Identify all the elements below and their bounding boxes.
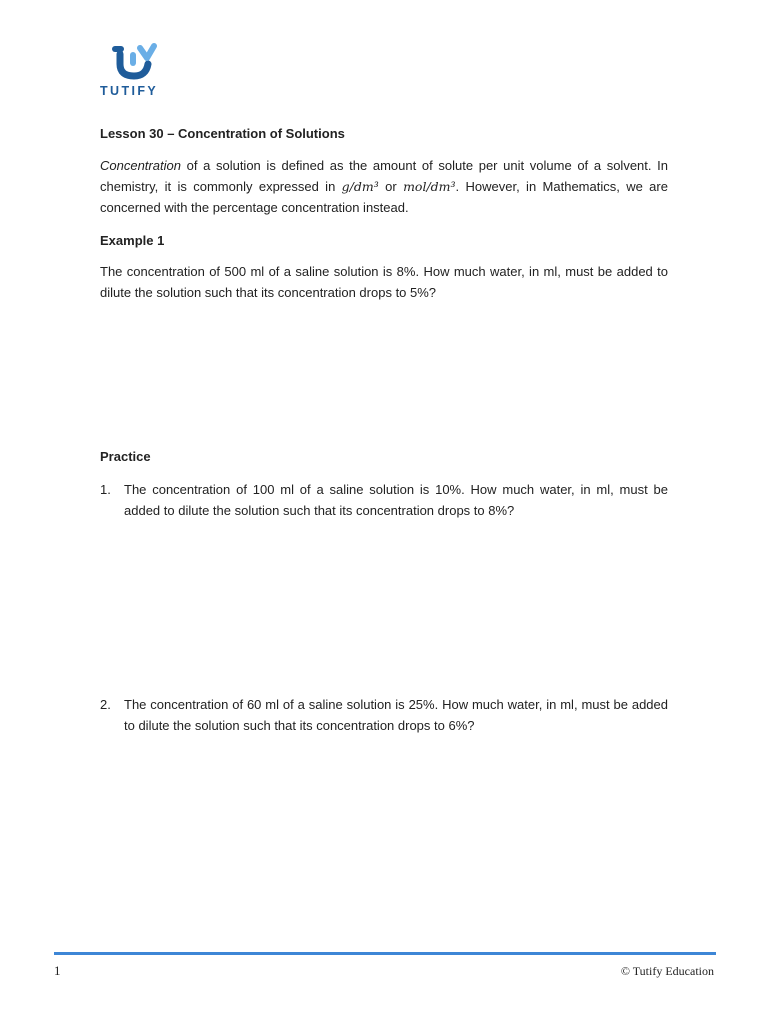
intro-or: or xyxy=(378,179,404,194)
example-question: The concentration of 500 ml of a saline solution is 8%. How much water, in ml, must be added to dilute the solution such that its concentration drops to 5%? xyxy=(100,264,668,300)
example-heading: Example 1 xyxy=(100,233,165,248)
unit-g-per-dm3: g/dm³ xyxy=(341,179,379,194)
question-number: 2. xyxy=(100,697,111,712)
intro-text-2: . However, in Mathematics, we are concerned with the percentage concentration instead. xyxy=(100,179,668,215)
question-text: The concentration of 100 ml of a saline solution is 10%. How much water, in ml, must be added to dilute the solution such that its concentration drops to 8%? xyxy=(124,482,668,518)
concentration-term: Concentration xyxy=(100,158,181,173)
copyright-notice: © Tutify Education xyxy=(620,964,714,978)
page-number: 1 xyxy=(54,963,61,978)
intro-text-1: of a solution is defined as the amount of solute per unit volume of a solvent. In chemistry, it is commonly expressed in xyxy=(100,158,668,194)
question-number: 1. xyxy=(100,482,111,497)
tutify-logo xyxy=(100,42,168,98)
practice-heading: Practice xyxy=(100,449,151,464)
footer-divider xyxy=(54,952,716,955)
logo-wordmark: TUTIFY xyxy=(100,84,159,98)
tutify-logo-icon xyxy=(110,42,158,82)
question-text: The concentration of 60 ml of a saline solution is 25%. How much water, in ml, must be added to dilute the solution such that its concentration drops to 6%? xyxy=(124,697,668,733)
lesson-title: Lesson 30 – Concentration of Solutions xyxy=(100,126,345,141)
unit-mol-per-dm3: mol/dm³ xyxy=(403,179,456,194)
intro-paragraph xyxy=(100,155,668,218)
